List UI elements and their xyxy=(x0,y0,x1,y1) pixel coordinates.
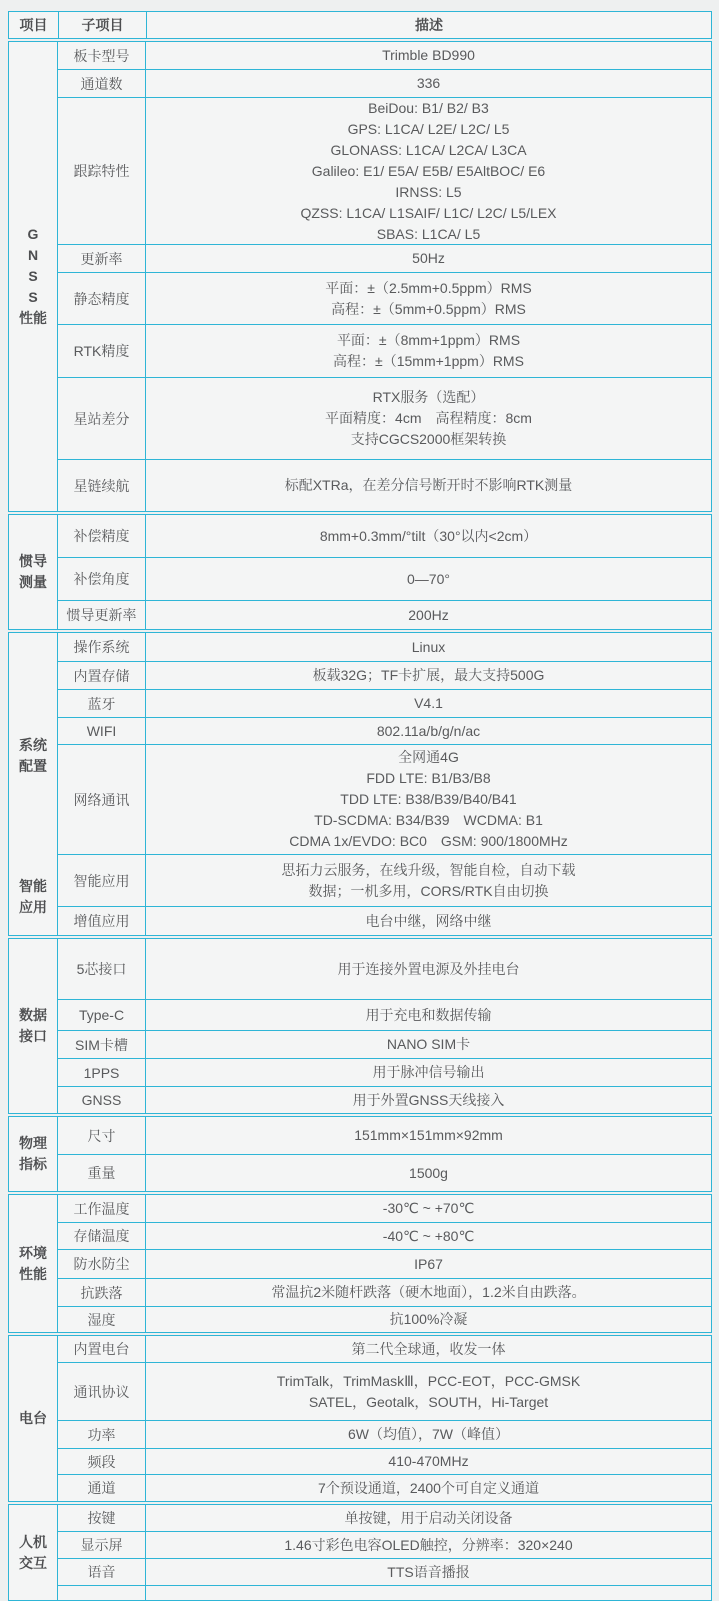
category-line-text: S xyxy=(28,268,38,284)
desc-line: 200Hz xyxy=(408,606,449,623)
desc-cell xyxy=(146,377,711,459)
subitem-cell: 防水防尘 xyxy=(58,1249,146,1278)
subitem-cell: 网络通讯 xyxy=(58,744,146,854)
desc-cell xyxy=(146,999,711,1030)
desc-line: 平面：±（2.5mm+0.5ppm）RMS xyxy=(325,279,532,296)
desc-line: 高程：±（5mm+0.5ppm）RMS xyxy=(331,300,526,317)
subitem-cell: RTK精度 xyxy=(58,324,146,377)
desc-line: -40℃ ~ +80℃ xyxy=(382,1227,475,1244)
category-label xyxy=(9,876,57,918)
desc-line: 常温抗2米随杆跌落（硬木地面），1.2米自由跌落。 xyxy=(271,1284,586,1300)
subitem-cell: 存储温度 xyxy=(58,1222,146,1249)
section-gnss xyxy=(8,41,712,512)
header-cell: 项目 xyxy=(19,17,48,33)
subitem-cell: 智能应用 xyxy=(58,854,146,906)
category-line-text: 配置 xyxy=(19,758,47,774)
desc-line: 8mm+0.3mm/°tilt（30°以内<2cm） xyxy=(319,527,538,544)
desc-cell xyxy=(146,1306,711,1332)
desc-line: 抗100%冷凝 xyxy=(389,1311,468,1327)
desc-line: Trimble BD990 xyxy=(382,47,475,63)
section-environment xyxy=(8,1194,712,1333)
desc-cell xyxy=(146,939,711,999)
subitem-cell: 更新率 xyxy=(58,244,146,272)
subitem-cell: 操作系统 xyxy=(58,633,146,661)
category-line-text: 性能 xyxy=(19,1265,47,1282)
desc-cell xyxy=(146,633,711,661)
desc-line: IRNSS: L5 xyxy=(395,183,462,200)
subitem-cell: 通讯协议 xyxy=(58,1362,146,1420)
header-cell: 子项目 xyxy=(58,12,146,38)
section-ports xyxy=(8,938,712,1114)
category-line-text: 电台 xyxy=(19,1410,47,1426)
desc-line: 板载32G；TF卡扩展，最大支持500G xyxy=(312,667,545,683)
desc-line: BeiDou: B1/ B2/ B3 xyxy=(368,99,489,116)
subitem-cell: SIM卡槽 xyxy=(58,1030,146,1058)
subitem-cell: 抗跌落 xyxy=(58,1278,146,1306)
category-cell xyxy=(9,939,58,1113)
subitem-cell: 5芯接口 xyxy=(58,939,146,999)
desc-line: 平面：±（8mm+1ppm）RMS xyxy=(336,332,521,348)
desc-line: 用于充电和数据传输 xyxy=(365,1006,492,1023)
desc-cell xyxy=(146,1558,711,1585)
desc-line: QZSS: L1CA/ L1SAIF/ L1C/ L2C/ L5/LEX xyxy=(300,204,557,221)
desc-line: 0—70° xyxy=(407,570,450,587)
desc-cell xyxy=(146,744,711,854)
desc-cell xyxy=(146,97,711,244)
subitem-cell: Type-C xyxy=(58,999,146,1030)
desc-cell xyxy=(146,717,711,744)
category-cell xyxy=(9,1336,58,1501)
subitem-cell: 重量 xyxy=(58,1154,146,1191)
table-header-row xyxy=(8,11,712,39)
subitem-cell: WIFI xyxy=(58,717,146,744)
subitem-cell: 内置电台 xyxy=(58,1336,146,1362)
desc-line: IP67 xyxy=(414,1255,443,1272)
desc-line: 用于连接外置电源及外挂电台 xyxy=(337,960,520,977)
category-label xyxy=(19,551,47,593)
category-line-text: 指标 xyxy=(19,1156,47,1172)
subitem-cell: GNSS xyxy=(58,1086,146,1113)
section-system-smart xyxy=(8,632,712,936)
subitem-cell: 内置存储 xyxy=(58,661,146,689)
subitem-cell: 1PPS xyxy=(58,1058,146,1086)
category-line-text: 智能 xyxy=(19,878,47,894)
category-line-text: 性能 xyxy=(19,310,47,326)
category-label xyxy=(9,735,57,777)
category-cell xyxy=(9,42,58,511)
desc-line: 用于外置GNSS天线接入 xyxy=(352,1091,505,1108)
desc-cell xyxy=(146,854,711,906)
subitem-cell: 频段 xyxy=(58,1448,146,1474)
subitem-cell: 湿度 xyxy=(58,1306,146,1332)
desc-cell xyxy=(146,1154,711,1191)
category-label xyxy=(19,1532,47,1574)
desc-cell xyxy=(146,906,711,935)
category-label xyxy=(19,1133,47,1175)
category-cell xyxy=(9,633,58,935)
desc-cell xyxy=(146,1117,711,1154)
section-ins xyxy=(8,514,712,630)
desc-cell xyxy=(146,1362,711,1420)
desc-line: SATEL，Geotalk，SOUTH，Hi-Target xyxy=(308,1393,549,1410)
desc-cell xyxy=(146,324,711,377)
category-label xyxy=(19,1243,47,1285)
subitem-cell: 增值应用 xyxy=(58,906,146,935)
section-physical xyxy=(8,1116,712,1192)
subitem-cell: 板卡型号 xyxy=(58,42,146,69)
category-cell xyxy=(9,1505,58,1600)
subitem-cell: 通道数 xyxy=(58,69,146,97)
desc-line: 电台中继，网络中继 xyxy=(365,912,492,929)
desc-cell xyxy=(146,1222,711,1249)
desc-cell xyxy=(146,1195,711,1222)
desc-line: 336 xyxy=(416,75,441,91)
desc-cell xyxy=(146,1030,711,1058)
subitem-cell: 补偿精度 xyxy=(58,515,146,557)
desc-line: 单按键，用于启动关闭设备 xyxy=(344,1509,513,1526)
category-line-text: 人机 xyxy=(19,1533,47,1550)
category-line-text: 物理 xyxy=(19,1135,47,1151)
subitem-cell: 按键 xyxy=(58,1505,146,1531)
desc-cell xyxy=(146,1058,711,1086)
desc-line: 151mm×151mm×92mm xyxy=(354,1127,503,1143)
desc-cell xyxy=(146,1448,711,1474)
desc-line: 7个预设通道，2400个可自定义通道 xyxy=(318,1479,539,1496)
subitem-cell: 惯导更新率 xyxy=(58,600,146,629)
desc-line: SBAS: L1CA/ L5 xyxy=(376,225,481,242)
subitem-cell: 显示屏 xyxy=(58,1531,146,1558)
category-line-text: 惯导 xyxy=(19,553,47,569)
section-radio xyxy=(8,1335,712,1502)
section-hmi xyxy=(8,1504,712,1601)
desc-cell xyxy=(146,459,711,511)
desc-line: 50Hz xyxy=(412,250,445,266)
subitem-cell: 尺寸 xyxy=(58,1117,146,1154)
desc-line: 410-470MHz xyxy=(388,1453,469,1469)
desc-cell xyxy=(146,1474,711,1501)
desc-cell xyxy=(146,69,711,97)
desc-cell xyxy=(146,1505,711,1531)
desc-line: NANO SIM卡 xyxy=(386,1036,471,1052)
category-cell xyxy=(9,515,58,629)
desc-line: TD-SCDMA: B34/B39 WCDMA: B1 xyxy=(314,812,543,828)
category-line-text: 测量 xyxy=(19,574,47,590)
category-line-text: 接口 xyxy=(19,1028,47,1044)
desc-cell xyxy=(146,689,711,717)
desc-line: GLONASS: L1CA/ L2CA/ L3CA xyxy=(330,141,527,158)
desc-line: 支持CGCS2000框架转换 xyxy=(350,431,507,447)
desc-cell xyxy=(146,661,711,689)
desc-line: TTS语音播报 xyxy=(387,1563,470,1580)
category-cell xyxy=(9,1195,58,1332)
desc-cell xyxy=(146,1249,711,1278)
header-cell: 描述 xyxy=(146,12,711,38)
desc-line: 平面精度：4cm 高程精度：8cm xyxy=(325,410,532,426)
desc-line: TDD LTE: B38/B39/B40/B41 xyxy=(340,791,517,807)
category-cell xyxy=(9,1117,58,1191)
desc-line: 6W（均值），7W（峰值） xyxy=(348,1426,509,1442)
subitem-cell: 语音 xyxy=(58,1558,146,1585)
category-line-text: N xyxy=(27,247,39,263)
subitem-cell: 蓝牙 xyxy=(58,689,146,717)
category-line-text: 交互 xyxy=(19,1554,47,1571)
category-line-text: 系统 xyxy=(19,737,47,753)
desc-cell xyxy=(146,600,711,629)
desc-line: CDMA 1x/EVDO: BC0 GSM: 900/1800MHz xyxy=(289,833,568,849)
desc-line: 802.11a/b/g/n/ac xyxy=(376,722,481,739)
desc-cell xyxy=(146,1278,711,1306)
desc-cell xyxy=(146,42,711,69)
desc-cell xyxy=(146,1086,711,1113)
desc-line: TrimTalk，TrimMaskⅢ，PCC-EOT，PCC-GMSK xyxy=(276,1372,581,1389)
category-line-text: S xyxy=(28,289,38,305)
subitem-cell xyxy=(58,1585,146,1600)
desc-line: Linux xyxy=(411,638,446,655)
category-line-text: 数据 xyxy=(19,1007,47,1023)
desc-cell xyxy=(146,244,711,272)
category-label xyxy=(19,224,47,329)
desc-line: 全网通4G xyxy=(398,749,459,765)
category-line-text: 应用 xyxy=(19,899,47,915)
desc-cell xyxy=(146,1420,711,1448)
subitem-cell: 功率 xyxy=(58,1420,146,1448)
desc-line: 高程：±（15mm+1ppm）RMS xyxy=(333,353,524,369)
desc-cell xyxy=(146,1531,711,1558)
desc-line: 1500g xyxy=(409,1164,448,1181)
desc-cell xyxy=(146,515,711,557)
desc-line: -30℃ ~ +70℃ xyxy=(382,1200,475,1216)
category-line-text: G xyxy=(27,226,39,242)
desc-line: FDD LTE: B1/B3/B8 xyxy=(366,770,491,786)
desc-line: V4.1 xyxy=(414,695,443,711)
desc-line: Galileo: E1/ E5A/ E5B/ E5AltBOC/ E6 xyxy=(311,162,546,179)
desc-cell xyxy=(146,557,711,600)
subitem-cell: 静态精度 xyxy=(58,272,146,324)
desc-cell xyxy=(146,1336,711,1362)
desc-cell xyxy=(146,272,711,324)
subitem-cell: 通道 xyxy=(58,1474,146,1501)
desc-line: RTX服务（选配） xyxy=(372,389,485,405)
subitem-cell: 星站差分 xyxy=(58,377,146,459)
category-label xyxy=(19,1005,47,1047)
desc-line: 思拓力云服务，在线升级，智能自检，自动下载 xyxy=(281,861,576,878)
desc-cell xyxy=(146,1585,711,1600)
category-line-text: 环境 xyxy=(19,1244,47,1261)
subitem-cell: 补偿角度 xyxy=(58,557,146,600)
subitem-cell: 工作温度 xyxy=(58,1195,146,1222)
category-label xyxy=(19,1408,47,1429)
desc-line: 第二代全球通，收发一体 xyxy=(351,1340,506,1357)
subitem-cell: 跟踪特性 xyxy=(58,97,146,244)
desc-line: GPS: L1CA/ L2E/ L2C/ L5 xyxy=(347,120,510,137)
desc-line: 标配XTRa，在差分信号断开时不影响RTK测量 xyxy=(284,477,573,493)
desc-line: 用于脉冲信号输出 xyxy=(372,1064,485,1080)
desc-line: 1.46寸彩色电容OLED触控，分辨率：320×240 xyxy=(284,1536,573,1553)
subitem-cell: 星链续航 xyxy=(58,459,146,511)
desc-line: 数据；一机多用，CORS/RTK自由切换 xyxy=(308,882,549,899)
